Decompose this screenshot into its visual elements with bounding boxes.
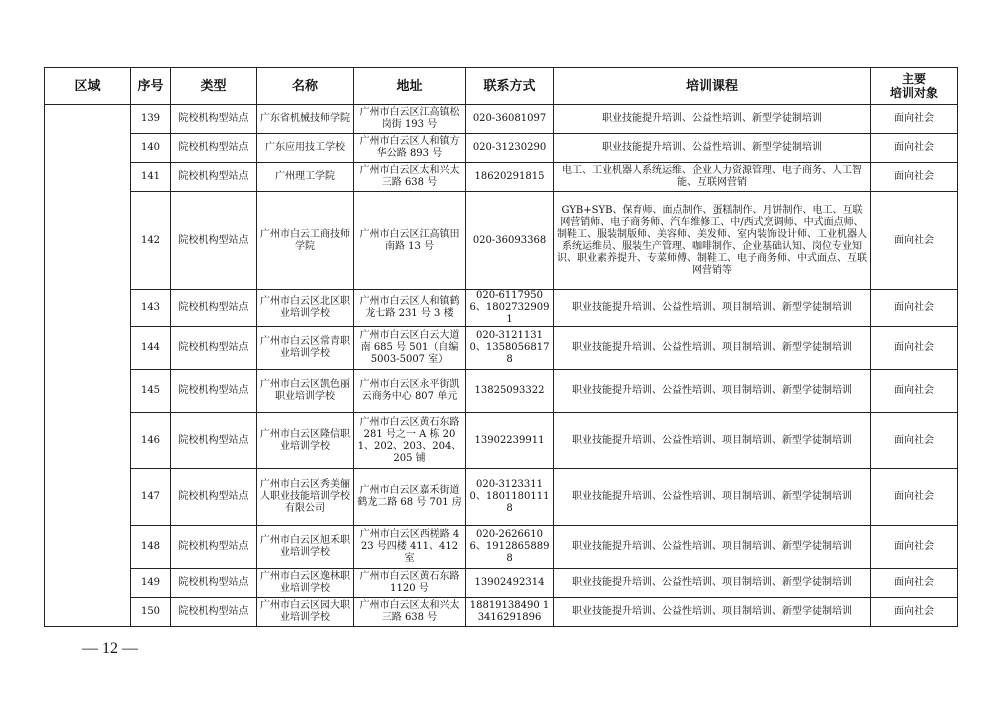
type-cell: 院校机构型站点 (171, 163, 257, 192)
address-cell: 广州市白云区江高镇松岗街 193 号 (354, 105, 466, 134)
training-site-table (44, 67, 958, 627)
type-cell: 院校机构型站点 (171, 413, 257, 469)
seq-cell: 144 (131, 327, 171, 370)
address-cell: 广州市白云区黄石东路 1120 号 (354, 569, 466, 598)
type-cell: 院校机构型站点 (171, 290, 257, 327)
seq-cell: 145 (131, 370, 171, 413)
contact-cell: 020-61179506、18027329091 (466, 290, 554, 327)
address-cell: 广州市白云区人和镇方华公路 893 号 (354, 134, 466, 163)
seq-cell: 148 (131, 526, 171, 569)
address-cell: 广州市白云区白云大道南 685 号 501（自编 5003-5007 室） (354, 327, 466, 370)
name-cell: 广州市白云区常青职业培训学校 (257, 327, 354, 370)
table-row (45, 163, 958, 192)
contact-cell: 13902492314 (466, 569, 554, 598)
name-cell: 广州市白云区逸林职业培训学校 (257, 569, 354, 598)
header-name: 名称 (257, 68, 354, 105)
name-cell: 广州市白云区园大职业培训学校 (257, 598, 354, 627)
contact-cell: 18620291815 (466, 163, 554, 192)
course-cell: 职业技能提升培训、公益性培训、项目制培训、新型学徒制培训 (554, 569, 871, 598)
target-cell: 面向社会 (871, 598, 958, 627)
address-cell: 广州市白云区太和兴太三路 638 号 (354, 163, 466, 192)
type-cell: 院校机构型站点 (171, 370, 257, 413)
course-cell: 职业技能提升培训、公益性培训、项目制培训、新型学徒制培训 (554, 413, 871, 469)
type-cell: 院校机构型站点 (171, 569, 257, 598)
name-cell: 广州市白云区旭禾职业培训学校 (257, 526, 354, 569)
target-cell: 面向社会 (871, 413, 958, 469)
contact-cell: 020-31211310、13580568178 (466, 327, 554, 370)
contact-cell: 13902239911 (466, 413, 554, 469)
seq-cell: 139 (131, 105, 171, 134)
table-row (45, 290, 958, 327)
address-cell: 广州市白云区人和镇鹤龙七路 231 号 3 楼 (354, 290, 466, 327)
course-cell: 职业技能提升培训、公益性培训、项目制培训、新型学徒制培训 (554, 526, 871, 569)
type-cell: 院校机构型站点 (171, 598, 257, 627)
target-cell: 面向社会 (871, 469, 958, 526)
contact-cell: 020-36093368 (466, 192, 554, 290)
contact-cell: 020-36081097 (466, 105, 554, 134)
course-cell: 职业技能提升培训、公益性培训、新型学徒制培训 (554, 134, 871, 163)
target-cell: 面向社会 (871, 526, 958, 569)
name-cell: 广州理工学院 (257, 163, 354, 192)
header-address: 地址 (354, 68, 466, 105)
type-cell: 院校机构型站点 (171, 192, 257, 290)
seq-cell: 140 (131, 134, 171, 163)
name-cell: 广州市白云区秀美俪人职业技能培训学校有限公司 (257, 469, 354, 526)
table-row (45, 134, 958, 163)
target-cell: 面向社会 (871, 290, 958, 327)
target-cell: 面向社会 (871, 105, 958, 134)
type-cell: 院校机构型站点 (171, 469, 257, 526)
header-seq: 序号 (131, 68, 171, 105)
name-cell: 广州市白云区凯色丽职业培训学校 (257, 370, 354, 413)
table-row (45, 370, 958, 413)
header-target: 主要 培训对象 (871, 68, 958, 105)
address-cell: 广州市白云区永平街凯云商务中心 807 单元 (354, 370, 466, 413)
table-row (45, 526, 958, 569)
table-row (45, 192, 958, 290)
seq-cell: 150 (131, 598, 171, 627)
table-row (45, 327, 958, 370)
name-cell: 广东应用技工学校 (257, 134, 354, 163)
address-cell: 广州市白云区嘉禾街道鹤龙二路 68 号 701 房 (354, 469, 466, 526)
course-cell: 职业技能提升培训、公益性培训、项目制培训、新型学徒制培训 (554, 370, 871, 413)
address-cell: 广州市白云区太和兴太三路 638 号 (354, 598, 466, 627)
table-row (45, 105, 958, 134)
course-cell: 电工、工业机器人系统运维、企业人力资源管理、电子商务、人工智能、互联网营销 (554, 163, 871, 192)
header-row (45, 68, 958, 105)
contact-cell: 020-31230290 (466, 134, 554, 163)
course-cell: GYB+SYB、保育师、面点制作、蛋糕制作、月饼制作、电工、互联网营销师、电子商务师、汽车维修工、中/西式烹调师、中式面点师、制鞋工、服装制版师、美容师、美发师、室内装饰设计师、工业机器人系统运维员、服装生产管理、咖啡制作、企业基础认知、岗位专业知识、职业素养提升、专菜师傅、制鞋工、电子商务师、中式面点、互联网营销等 (554, 192, 871, 290)
type-cell: 院校机构型站点 (171, 327, 257, 370)
header-contact: 联系方式 (466, 68, 554, 105)
header-region: 区域 (45, 68, 131, 105)
name-cell: 广东省机械技师学院 (257, 105, 354, 134)
seq-cell: 141 (131, 163, 171, 192)
name-cell: 广州市白云工商技师学院 (257, 192, 354, 290)
seq-cell: 147 (131, 469, 171, 526)
target-cell: 面向社会 (871, 327, 958, 370)
target-cell: 面向社会 (871, 370, 958, 413)
target-cell: 面向社会 (871, 569, 958, 598)
contact-cell: 13825093322 (466, 370, 554, 413)
region-cell (45, 105, 131, 627)
contact-cell: 020-26266106、19128658898 (466, 526, 554, 569)
type-cell: 院校机构型站点 (171, 526, 257, 569)
seq-cell: 146 (131, 413, 171, 469)
address-cell: 广州市白云区黄石东路 281 号之一 A 栋 201、202、203、204、205 铺 (354, 413, 466, 469)
course-cell: 职业技能提升培训、公益性培训、项目制培训、新型学徒制培训 (554, 598, 871, 627)
target-cell: 面向社会 (871, 134, 958, 163)
table-row (45, 598, 958, 627)
table-row (45, 413, 958, 469)
name-cell: 广州市白云区北区职业培训学校 (257, 290, 354, 327)
target-cell: 面向社会 (871, 192, 958, 290)
table-row (45, 569, 958, 598)
header-type: 类型 (171, 68, 257, 105)
header-course: 培训课程 (554, 68, 871, 105)
type-cell: 院校机构型站点 (171, 134, 257, 163)
seq-cell: 142 (131, 192, 171, 290)
address-cell: 广州市白云区江高镇田南路 13 号 (354, 192, 466, 290)
course-cell: 职业技能提升培训、公益性培训、新型学徒制培训 (554, 105, 871, 134)
type-cell: 院校机构型站点 (171, 105, 257, 134)
course-cell: 职业技能提升培训、公益性培训、项目制培训、新型学徒制培训 (554, 290, 871, 327)
target-cell: 面向社会 (871, 163, 958, 192)
contact-cell: 020-31233110、18011801118 (466, 469, 554, 526)
name-cell: 广州市白云区隆信职业培训学校 (257, 413, 354, 469)
page-number: — 12 — (82, 640, 138, 657)
address-cell: 广州市白云区西槎路 423 号四楼 411、412 室 (354, 526, 466, 569)
table-row (45, 469, 958, 526)
seq-cell: 149 (131, 569, 171, 598)
contact-cell: 18819138490 13416291896 (466, 598, 554, 627)
seq-cell: 143 (131, 290, 171, 327)
course-cell: 职业技能提升培训、公益性培训、项目制培训、新型学徒制培训 (554, 469, 871, 526)
course-cell: 职业技能提升培训、公益性培训、项目制培训、新型学徒制培训 (554, 327, 871, 370)
